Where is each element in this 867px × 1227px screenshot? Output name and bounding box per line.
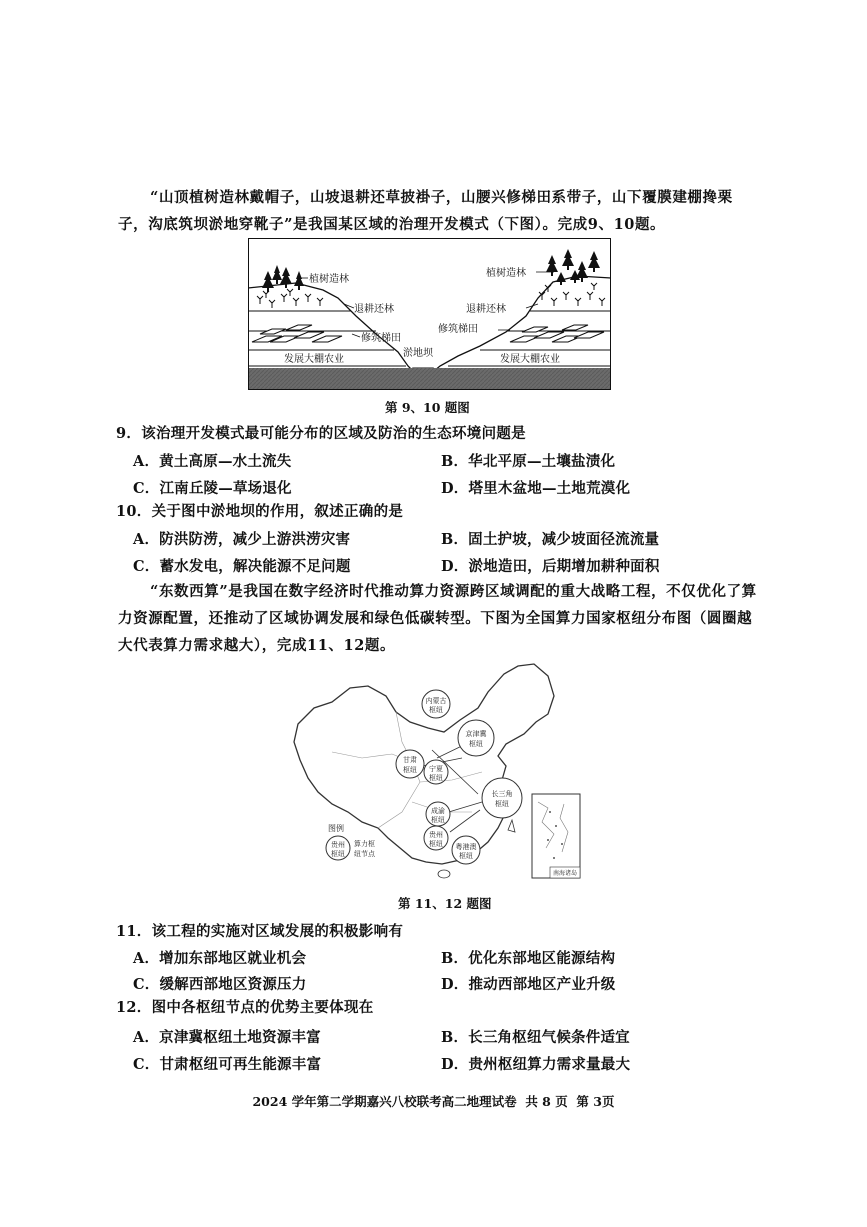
- inset-label: 南海诸岛: [552, 870, 578, 877]
- legend-text-line1: 算力枢: [354, 840, 375, 848]
- figure2-caption: 第 11、12 题图: [398, 896, 492, 911]
- q10-option-c[interactable]: C．蓄水发电，解决能源不足问题: [133, 558, 351, 575]
- figure-computing-hub-map: [292, 662, 592, 884]
- label-right-return: 退耕还林: [466, 304, 506, 315]
- q12-option-d[interactable]: D．贵州枢纽算力需求量最大: [441, 1056, 631, 1073]
- hub-chengyu-sub: 枢纽: [431, 816, 445, 824]
- label-right-terrace: 修筑梯田: [438, 324, 478, 335]
- label-left-terrace: 修筑梯田: [361, 333, 401, 344]
- q11-option-b[interactable]: B．优化东部地区能源结构: [441, 950, 616, 967]
- label-right-greenhouse: 发展大棚农业: [500, 354, 560, 365]
- hub-gansu-name: 甘肃: [403, 756, 417, 764]
- figure-governance-diagram: [248, 238, 611, 390]
- q9-option-d[interactable]: D．塔里木盆地—土地荒漠化: [441, 480, 631, 497]
- legend-text-line2: 纽节点: [354, 850, 375, 858]
- hub-chengyu-name: 成渝: [431, 807, 445, 815]
- hub-neimenggu-name: 内蒙古: [425, 697, 447, 705]
- hub-yuegangao-sub: 枢纽: [459, 852, 473, 860]
- hub-guizhou-sub: 枢纽: [429, 840, 443, 848]
- hub-gansu-sub: 枢纽: [403, 766, 417, 774]
- hub-changsanjiao-sub: 枢纽: [495, 800, 509, 808]
- q12-option-c[interactable]: C．甘肃枢纽可再生能源丰富: [133, 1056, 322, 1073]
- q9-stem: 9．该治理开发模式最可能分布的区域及防治的生态环境问题是: [116, 425, 526, 442]
- q11-stem: 11．该工程的实施对区域发展的积极影响有: [116, 923, 404, 940]
- q9-option-a[interactable]: A．黄土高原—水土流失: [133, 453, 292, 470]
- q10-option-a[interactable]: A．防洪防涝，减少上游洪涝灾害: [133, 531, 351, 548]
- legend-title: 图例: [328, 824, 344, 833]
- figure1-caption: 第 9、10 题图: [385, 400, 470, 415]
- hub-guizhou-name: 贵州: [429, 831, 443, 839]
- q12-stem: 12．图中各枢纽节点的优势主要体现在: [116, 999, 374, 1016]
- q10-option-d[interactable]: D．淤地造田，后期增加耕种面积: [441, 558, 660, 575]
- hub-yuegangao-name: 粤港澳: [455, 843, 477, 851]
- q11-option-d[interactable]: D．推动西部地区产业升级: [441, 976, 616, 993]
- q9-option-c[interactable]: C．江南丘陵—草场退化: [133, 480, 292, 497]
- intro-paragraph-2: “东数西算”是我国在数字经济时代推动算力资源跨区域调配的重大战略工程，不仅优化了算力资源配置，还推动了区域协调发展和绿色低碳转型。下图为全国算力国家枢纽分布图（圆圈越大代表算力需求越大），完成11、12题。: [118, 583, 757, 654]
- legend-sample-name: 贵州: [331, 841, 345, 849]
- q12-option-b[interactable]: B．长三角枢纽气候条件适宜: [441, 1029, 630, 1046]
- hub-jingjinji-sub: 枢纽: [469, 740, 483, 748]
- page-footer: 2024 学年第二学期嘉兴八校联考高二地理试卷 共 8 页 第 3页: [252, 1094, 615, 1109]
- label-left-return: 退耕还林: [354, 304, 394, 315]
- q11-option-c[interactable]: C．缓解西部地区资源压力: [133, 976, 307, 993]
- q12-option-a[interactable]: A．京津冀枢纽土地资源丰富: [133, 1029, 321, 1046]
- q10-stem: 10．关于图中淤地坝的作用，叙述正确的是: [116, 503, 404, 520]
- q11-option-a[interactable]: A．增加东部地区就业机会: [133, 950, 307, 967]
- label-left-forest: 植树造林: [309, 274, 349, 285]
- hub-jingjinji-name: 京津冀: [465, 730, 487, 738]
- hub-changsanjiao-name: 长三角: [491, 790, 513, 798]
- label-left-greenhouse: 发展大棚农业: [284, 354, 344, 365]
- hub-ningxia-name: 宁夏: [429, 765, 443, 773]
- label-dam: 淤地坝: [403, 348, 433, 359]
- hub-ningxia-sub: 枢纽: [429, 774, 443, 782]
- q10-option-b[interactable]: B．固土护坡，减少坡面径流流量: [441, 531, 660, 548]
- label-right-forest: 植树造林: [486, 268, 526, 279]
- hub-neimenggu-sub: 枢纽: [429, 706, 443, 714]
- intro-paragraph-1: “山顶植树造林戴帽子，山坡退耕还草披褂子，山腰兴修梯田系带子，山下覆膜建棚搀栗子，沟底筑坝淤地穿靴子”是我国某区域的治理开发模式（下图）。完成9、10题。: [118, 189, 733, 233]
- legend-sample-sub: 枢纽: [331, 850, 345, 858]
- q9-option-b[interactable]: B．华北平原—土壤盐渍化: [441, 453, 616, 470]
